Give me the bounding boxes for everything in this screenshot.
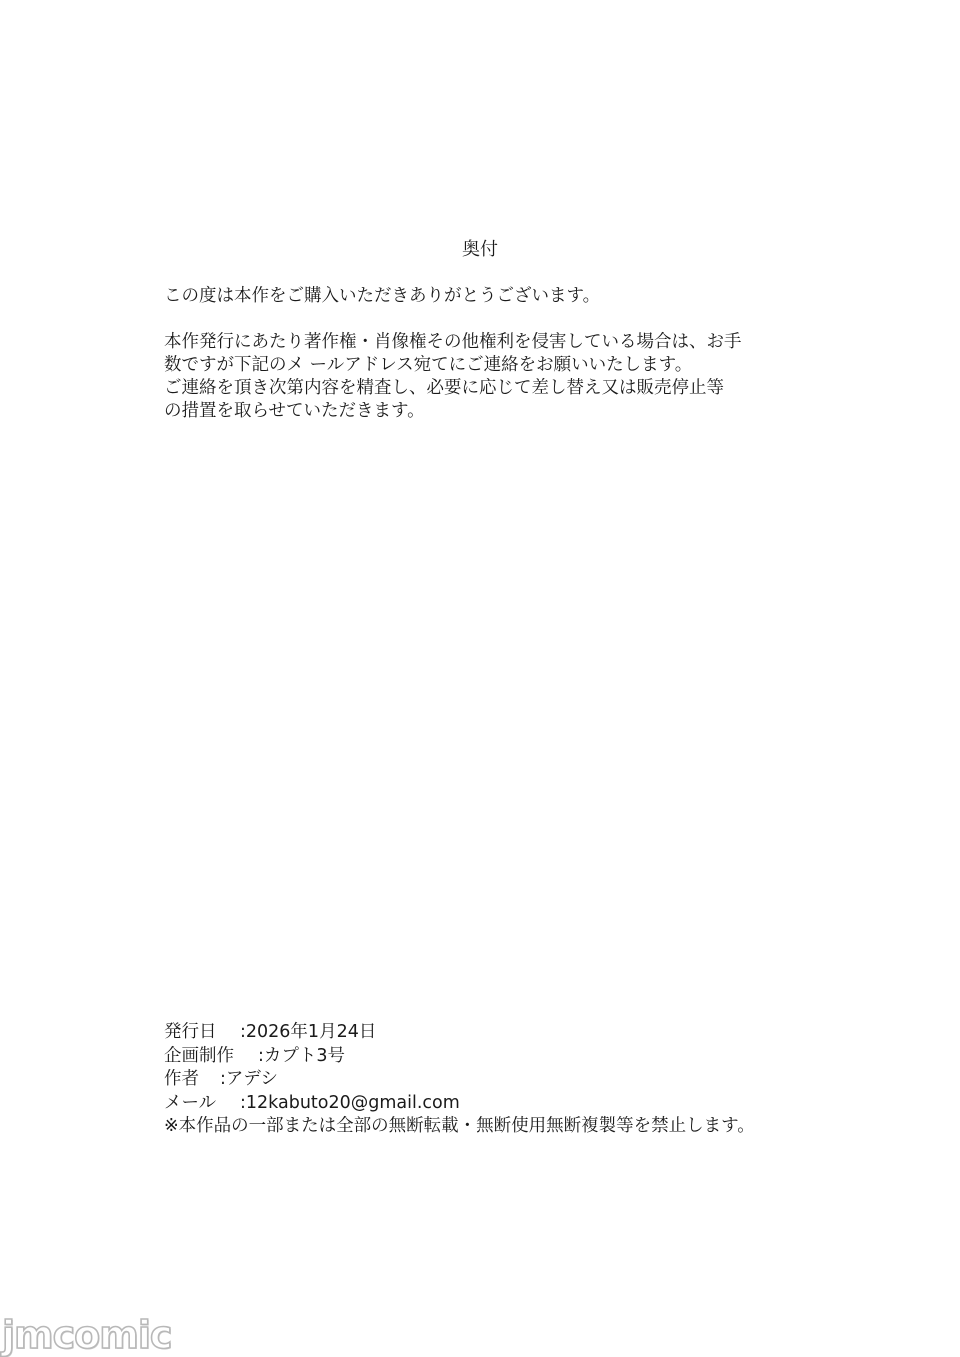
mail-value: :12kabuto20@gmail.com <box>240 1092 460 1113</box>
colophon <box>164 1021 864 1139</box>
notice-line: の措置を取らせていただきます。 <box>164 401 425 421</box>
author-label: 作者 <box>164 1069 199 1089</box>
notice-line: ご連絡を頂き次第内容を精査し、必要に応じて差し替え又は販売停止等 <box>164 378 724 398</box>
notice-line: 本作発行にあたり著作権・肖像権その他権利を侵害している場合は、お手 <box>164 332 742 352</box>
thanks-message: この度は本作をご購入いただきありがとうございます。 <box>164 286 601 306</box>
colophon-author-row <box>164 1068 864 1092</box>
colophon-mail-row <box>164 1092 864 1116</box>
author-value: :アデシ <box>220 1069 279 1089</box>
plan-label: 企画制作 <box>164 1045 234 1066</box>
colophon-plan-row <box>164 1045 864 1069</box>
prohibition-notice: ※本作品の一部または全部の無断転載・無断使用無断複製等を禁止します。 <box>164 1116 755 1136</box>
rights-notice <box>164 331 804 423</box>
page-title: 奥付 <box>462 239 498 260</box>
mail-label: メール <box>164 1092 217 1113</box>
date-value: :2026年1月24日 <box>240 1022 377 1042</box>
watermark-logo: jmcomic <box>2 1313 172 1357</box>
date-label: 発行日 <box>164 1022 217 1042</box>
plan-value: :カプト3号 <box>258 1045 346 1066</box>
colophon-date-row <box>164 1021 864 1045</box>
notice-line: 数ですが下記のメ ールアドレス宛てにご連絡をお願いいたします。 <box>164 355 693 375</box>
